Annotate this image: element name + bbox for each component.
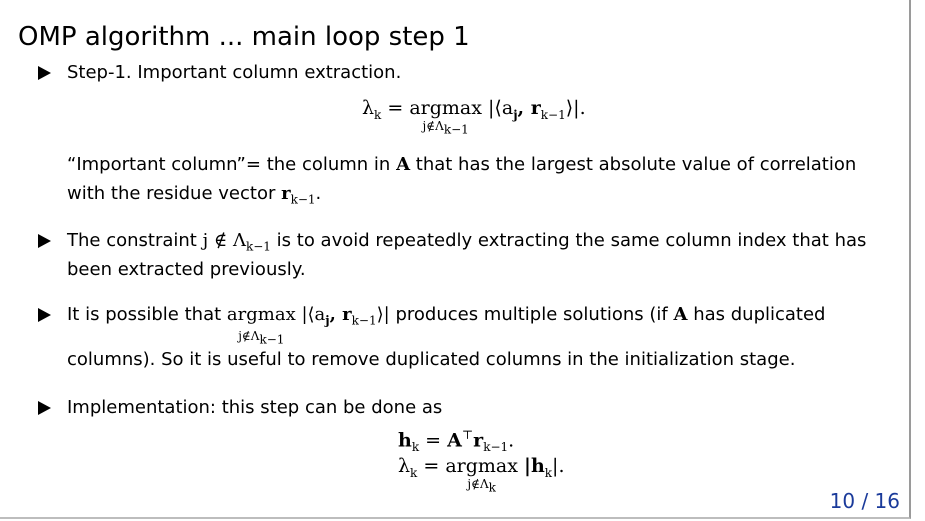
bullet-3: It is possible that argmax $j\notin\Lambda_{k-1}$ $|⟨a_j$, $r_{k-1}⟩|$ produces multiple solutions (if A has duplicated (38, 300, 908, 345)
equation-argmax-1: $\lambda_k = argmax$ $j\notin\Lambda_{k-1}$ $|⟨a_j$, $r_{k-1}⟩|$. (362, 97, 586, 137)
bullet-triangle-icon (38, 66, 51, 80)
argmax-operator: argmax $j\notin\Lambda_k$ (445, 455, 518, 495)
bullet-4: Implementation: this step can be done as (38, 393, 908, 422)
bullet-2-line-2: been extracted previously. (67, 259, 306, 280)
note-line-1: “Important column”= the column in A that has the largest absolute value of correlation (67, 154, 857, 175)
bullet-triangle-icon (38, 401, 51, 415)
page-number: 10 / 16 (829, 489, 900, 513)
bullet-triangle-icon (38, 308, 51, 322)
bullet-1-text: Step-1. Important column extraction. (67, 62, 402, 83)
bullet-2: The constraint j ∉ $\Lambda_{k-1}$ is to avoid repeatedly extracting the same column index that has (38, 226, 908, 262)
bullet-triangle-icon (38, 234, 51, 248)
equation-h: $h_k = A^⊤r_{k-1}$. (398, 428, 515, 455)
bullet-3-line-2: columns). So it is useful to remove duplicated columns in the initialization stage. (67, 349, 796, 370)
bullet-1 (38, 58, 908, 87)
note-line-2: with the residue vector $r_{k-1}$. (67, 183, 322, 207)
argmax-operator-inline: argmax $j\notin\Lambda_{k-1}$ (226, 304, 296, 347)
slide-title: OMP algorithm ... main loop step 1 (18, 22, 470, 52)
equation-argmax-2: $\lambda_k = argmax$ $j\notin\Lambda_k$ $|h_k|$. (398, 455, 565, 495)
argmax-operator: argmax $j\notin\Lambda_{k-1}$ (409, 97, 482, 137)
